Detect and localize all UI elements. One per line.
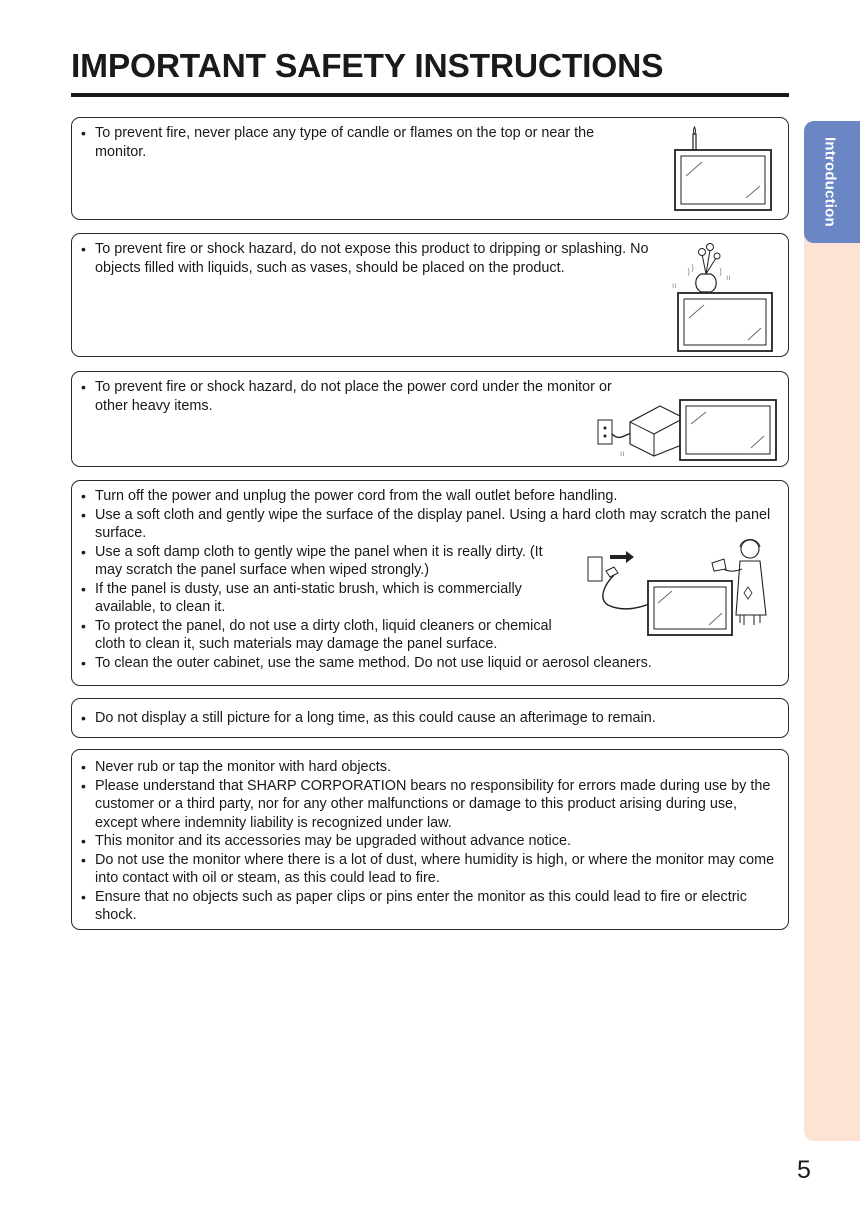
svg-text:ıı: ıı [672,281,677,290]
list-item: • To prevent fire or shock hazard, do not place the power cord under the monitor or other heavy items. [80,378,640,415]
side-tab-label: Introduction [821,137,839,227]
safety-box-afterimage [71,698,789,738]
list-item: • Do not use the monitor where there is a lot of dust, where humidity is high, or where the monitor may come into contact with oil or steam, as this could lead to fire. [80,851,775,888]
power-cord-illustration [592,378,782,462]
vase-icon [696,274,717,292]
safety-box-cleaning [71,480,789,686]
candle-monitor-illustration [670,124,778,214]
svg-text:ıı: ıı [726,273,731,282]
list-item: • To protect the panel, do not use a dirty cloth, liquid cleaners or chemical cloth to clean it, such materials may damage the panel surface. [80,617,585,654]
safety-box-candle [71,117,789,220]
safety-box-power-cord [71,371,789,467]
list-item: • Use a soft cloth and gently wipe the surface of the display panel. Using a hard cloth may scratch the panel surface. [80,506,775,543]
wall-outlet-icon [598,420,612,444]
svg-text:ıı: ıı [620,449,625,458]
list-item: • To prevent fire or shock hazard, do not expose this product to dripping or splashing. No objects filled with liquids, such as vases, should be placed on the product. [80,240,655,277]
vase-monitor-illustration [668,238,778,354]
list-item: • To prevent fire, never place any type of candle or flames on the top or near the monitor. [80,124,640,161]
list-item: • Use a soft damp cloth to gently wipe the panel when it is really dirty. (It may scratch the panel surface when wiped strongly.) [80,543,555,580]
wall-outlet-icon [588,557,602,581]
cleaning-illustration [584,537,774,647]
title-rule [71,93,789,97]
list-item: • Do not display a still picture for a long time, as this could cause an afterimage to remain. [80,709,775,728]
unplug-arrow-icon [610,551,634,563]
page-title: IMPORTANT SAFETY INSTRUCTIONS [71,48,664,85]
list-item: • Ensure that no objects such as paper clips or pins enter the monitor as this could lead to fire or electric shock. [80,888,775,925]
list-item: • Never rub or tap the monitor with hard objects. [80,758,775,777]
list-item: • Turn off the power and unplug the power cord from the wall outlet before handling. [80,487,775,506]
page-number: 5 [797,1156,811,1184]
list-item: • To clean the outer cabinet, use the same method. Do not use liquid or aerosol cleaners. [80,654,775,673]
safety-box-general [71,749,789,930]
list-item: • This monitor and its accessories may be upgraded without advance notice. [80,832,775,851]
side-strip [804,121,860,1141]
candle-icon [693,134,696,150]
safety-box-liquids [71,233,789,357]
list-item: • If the panel is dusty, use an anti-static brush, which is commercially available, to clean it. [80,580,555,617]
heavy-object-icon [630,406,684,456]
list-item: • Please understand that SHARP CORPORATION bears no responsibility for errors made during use by the customer or a third party, nor for any other malfunctions or damage to this product arising during use, except where indemnity liability is recognized under law. [80,777,775,833]
